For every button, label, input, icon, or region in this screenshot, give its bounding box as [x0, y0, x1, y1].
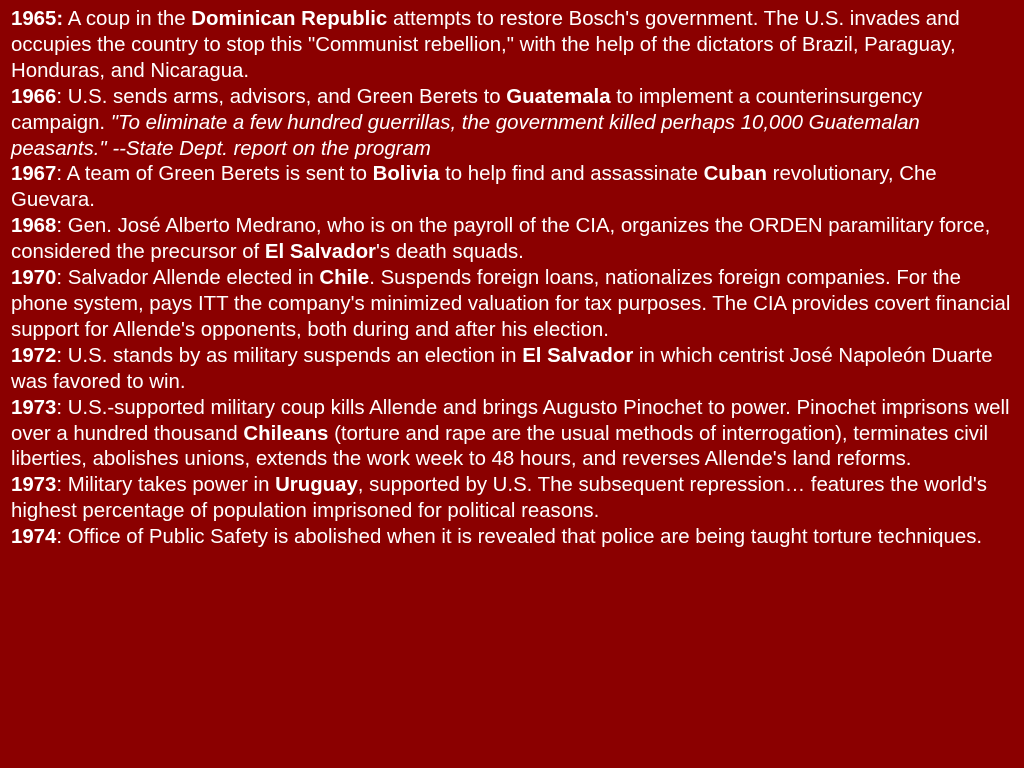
entry-text: , supported by U.S. The subsequent repression… features the world's highest percentage of population imprisoned for political reasons. [11, 474, 987, 523]
entry-year: 1972 [11, 344, 57, 367]
entry-text: : Military takes power in [56, 474, 276, 497]
entry-text: to implement a counterinsurgency campaign. [11, 85, 923, 134]
entry-text: : U.S. stands by as military suspends an election in [56, 344, 523, 367]
entry-year: 1968 [11, 215, 57, 238]
entry-country: Chileans [243, 422, 329, 445]
entry-country: Dominican Republic [191, 8, 388, 30]
timeline-entry-1967 [11, 162, 1014, 214]
entry-country: Cuban [703, 163, 768, 186]
entry-country: Bolivia [372, 163, 440, 186]
entry-text: 's death squads. [375, 241, 524, 264]
timeline-entry-1968 [11, 214, 1014, 266]
entry-text: to help find and assassinate [439, 163, 704, 186]
timeline-entry-1965 [11, 7, 1014, 85]
entry-country: El Salvador [522, 344, 634, 367]
entry-text: : Salvador Allende elected in [56, 267, 320, 290]
entry-text: attempts to restore Bosch's government. The U.S. invades and occupies the country to stop this "Communist rebellion," with the help of the dictators of Brazil, Paraguay, Honduras, and Nicaragua. [11, 8, 960, 82]
timeline-entry-1974 [11, 525, 1014, 551]
entry-quote: "To eliminate a few hundred guerrillas, the government killed perhaps 10,000 Guatemalan peasants." --State Dept. report on the program [11, 111, 920, 160]
entry-year: 1965: [11, 8, 64, 30]
entry-year: 1973 [11, 474, 57, 497]
entry-country: Guatemala [506, 85, 611, 108]
entry-year: 1974 [11, 526, 57, 549]
entry-text: : U.S.-supported military coup kills Allende and brings Augusto Pinochet to power. Pinochet imprisons well over a hundred thousand [11, 396, 1010, 445]
entry-text: : U.S. sends arms, advisors, and Green Berets to [56, 85, 507, 108]
entry-text: . Suspends foreign loans, nationalizes foreign companies. For the phone system, pays ITT the company's minimized valuation for tax purposes. The CIA provides covert financial support for Allende's opponents, both during and after his election. [11, 267, 1011, 341]
entry-country: El Salvador [264, 241, 376, 264]
entry-year: 1973 [11, 396, 57, 419]
entry-text: : A team of Green Berets is sent to [56, 163, 373, 186]
entry-year: 1967 [11, 163, 57, 186]
entry-text: in which centrist José Napoleón Duarte was favored to win. [11, 344, 993, 393]
entry-year: 1970 [11, 267, 57, 290]
entry-text: A coup in the [63, 8, 192, 30]
timeline-entry-1972 [11, 344, 1014, 396]
timeline-entry-1970 [11, 266, 1014, 344]
timeline-entry-1966 [11, 85, 1014, 163]
entry-country: Chile [319, 267, 370, 290]
timeline-entry-1973-uruguay [11, 473, 1014, 525]
entry-text: : Office of Public Safety is abolished when it is revealed that police are being taught torture techniques. [56, 526, 983, 549]
entry-text: : Gen. José Alberto Medrano, who is on the payroll of the CIA, organizes the ORDEN paramilitary force, considered the precursor of [11, 215, 991, 264]
entry-country: Uruguay [275, 474, 358, 497]
timeline-entry-1973-chile [11, 396, 1014, 474]
entry-year: 1966 [11, 85, 57, 108]
entry-text: (torture and rape are the usual methods of interrogation), terminates civil liberties, abolishes unions, extends the work week to 48 hours, and reverses Allende's land reforms. [11, 422, 989, 471]
entry-text: revolutionary, Che Guevara. [11, 163, 937, 212]
